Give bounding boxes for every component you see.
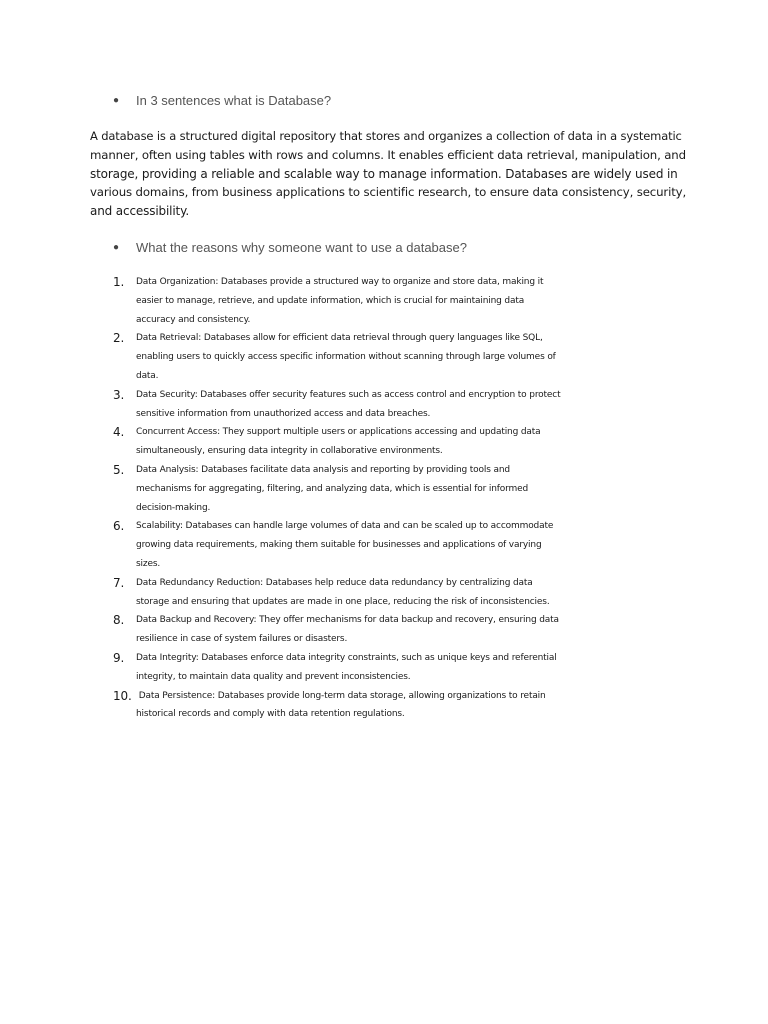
list-item — [0, 687, 768, 725]
list-item — [0, 461, 768, 517]
list-item — [0, 273, 768, 329]
list-item — [0, 611, 768, 649]
list-item-line: sensitive information from unauthorized access and data breaches. — [136, 408, 431, 419]
list-number: 1. — [113, 275, 125, 289]
list-item-line: integrity, to maintain data quality and prevent inconsistencies. — [136, 671, 411, 682]
list-item-line: Data Integrity: Databases enforce data integrity constraints, such as unique keys and referential — [136, 652, 557, 663]
question-text: In 3 sentences what is Database? — [136, 93, 332, 108]
list-item-line: Data Retrieval: Databases allow for efficient data retrieval through query languages like SQL, — [136, 333, 543, 344]
bullet-dot-icon: ● — [113, 95, 120, 106]
list-item-line: Data Analysis: Databases facilitate data analysis and reporting by providing tools and — [136, 464, 510, 475]
question-text: What the reasons why someone want to use a database? — [136, 240, 467, 255]
definition-paragraph — [90, 127, 687, 221]
list-item-line: storage and ensuring that updates are made in one place, reducing the risk of inconsistencies. — [136, 596, 550, 607]
list-number: 10. — [113, 688, 132, 703]
list-item-line: easier to manage, retrieve, and update information, which is crucial for maintaining data — [136, 295, 525, 306]
list-item — [0, 649, 768, 687]
list-item-line: data. — [136, 370, 159, 381]
list-number: 6. — [113, 519, 125, 534]
list-item-line: Scalability: Databases can handle large volumes of data and can be scaled up to accommodate — [136, 521, 554, 532]
list-item-line: decision-making. — [136, 502, 211, 513]
list-item — [0, 517, 768, 573]
list-item-line: Data Organization: Databases provide a structured way to organize and store data, making it — [136, 277, 544, 287]
list-item-line: resilience in case of system failures or disasters. — [136, 634, 348, 645]
list-item-line: Concurrent Access: They support multiple users or applications accessing and updating data — [136, 427, 541, 438]
list-number: 5. — [113, 462, 125, 477]
list-number: 9. — [113, 650, 125, 665]
list-item — [0, 329, 768, 385]
paragraph-line: storage, providing a reliable and scalable way to manage information. Databases are widely used in — [90, 166, 678, 181]
paragraph-line: various domains, from business applications to scientific research, to ensure data consistency, security, — [90, 185, 687, 200]
paragraph-line: A database is a structured digital repository that stores and organizes a collection of data in a systematic — [90, 129, 682, 143]
list-item-line: Data Security: Databases offer security features such as access control and encryption to protect — [136, 389, 561, 400]
list-item-line: Data Backup and Recovery: They offer mechanisms for data backup and recovery, ensuring data — [136, 615, 559, 626]
list-item-line: accuracy and consistency. — [136, 314, 251, 325]
list-number: 3. — [113, 387, 125, 402]
list-item-line: mechanisms for aggregating, filtering, and analyzing data, which is essential for informed — [136, 483, 529, 494]
list-item — [0, 386, 768, 424]
paragraph-line: and accessibility. — [90, 204, 189, 219]
reasons-list — [0, 273, 768, 724]
bullet-dot-icon: ● — [113, 242, 120, 253]
paragraph-line: manner, often using tables with rows and columns. It enables efficient data retrieval, manipulation, and — [90, 147, 686, 162]
list-item-line: historical records and comply with data retention regulations. — [136, 709, 405, 720]
list-number: 7. — [113, 575, 125, 590]
list-number: 4. — [113, 425, 125, 440]
list-number: 8. — [113, 613, 125, 628]
list-number: 2. — [113, 331, 125, 346]
list-item-line: simultaneously, ensuring data integrity in collaborative environments. — [136, 446, 443, 457]
list-item-line: sizes. — [136, 558, 161, 569]
list-item-line: growing data requirements, making them suitable for businesses and applications of varying — [136, 540, 542, 551]
list-item-line: Data Redundancy Reduction: Databases help reduce data redundancy by centralizing data — [136, 577, 533, 588]
list-item-line: enabling users to quickly access specific information without scanning through large volumes of — [136, 352, 556, 363]
list-item — [0, 423, 768, 461]
list-item-line: Data Persistence: Databases provide long-term data storage, allowing organizations to retain — [136, 690, 546, 701]
list-item — [0, 574, 768, 612]
